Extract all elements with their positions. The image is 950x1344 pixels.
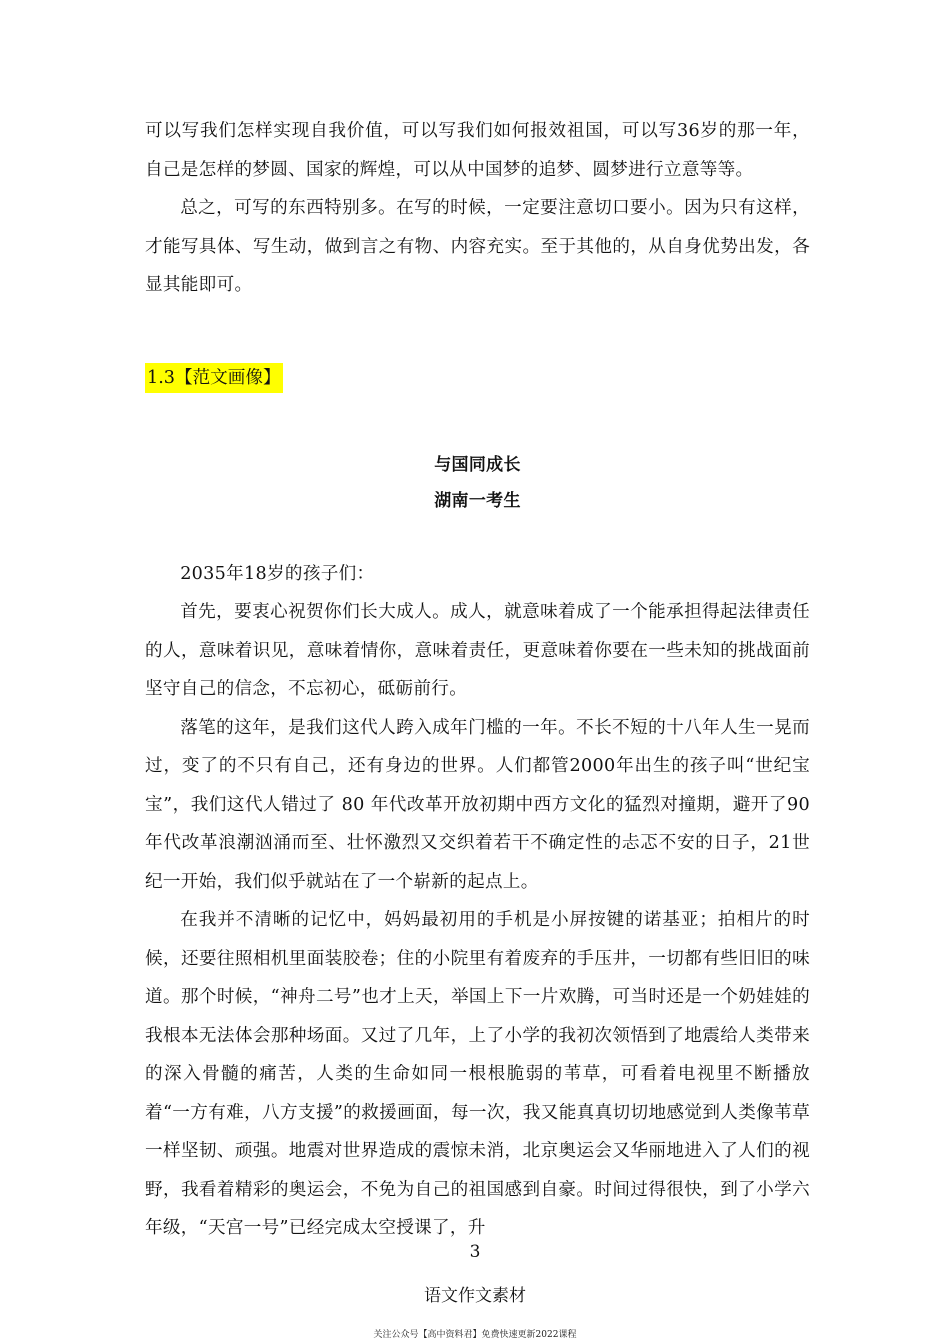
page-number: 3 xyxy=(469,1242,481,1262)
essay-paragraph-2: 落笔的这年，是我们这代人跨入成年门槛的一年。不长不短的十八年人生一晃而过，变了的不只有自己，还有身边的世界。人们都管2000年出生的孩子叫“世纪宝宝”，我们这代人错过了 80 年代改革开放初期中西方文化的猛烈对撞期，避开了90年代改革浪潮汹涌而至、壮怀激烈又交织着若干不确定性的忐忑不安的日子，21世纪一开始，我们似乎就站在了一个崭新的起点上。 xyxy=(145,717,810,892)
footer-note: 关注公众号【高中资料君】免费快速更新2022课程 xyxy=(373,1330,577,1340)
section-label: 1.3【范文画像】 xyxy=(145,363,283,393)
intro-paragraph-1: 可以写我们怎样实现自我价值，可以写我们如何报效祖国，可以写36岁的那一年，自己是怎样的梦圆、国家的辉煌，可以从中国梦的追梦、圆梦进行立意等等。 xyxy=(145,121,810,180)
essay-author: 湖南一考生 xyxy=(434,490,521,511)
intro-paragraph-2: 总之，可写的东西特别多。在写的时候，一定要注意切口要小。因为只有这样，才能写具体、写生动，做到言之有物、内容充实。至于其他的，从自身优势出发，各显其能即可。 xyxy=(145,198,810,295)
essay-title: 与国同成长 xyxy=(434,454,521,475)
essay-paragraph-3: 在我并不清晰的记忆中，妈妈最初用的手机是小屏按键的诺基亚；拍相片的时候，还要往照相机里面装胶卷；住的小院里有着废弃的手压井，一切都有些旧旧的味道。那个时候，“神舟二号”也才上天，举国上下一片欢腾，可当时还是一个奶娃娃的我根本无法体会那种场面。又过了几年，上了小学的我初次领悟到了地震给人类带来的深入骨髓的痛苦，人类的生命如同一根根脆弱的苇草，可看着电视里不断播放着“一方有难，八方支援”的救援画面，每一次，我又能真真切切地感觉到人类像苇草一样坚韧、顽强。地震对世界造成的震惊未消，北京奥运会又华丽地进入了人们的视野，我看着精彩的奥运会，不免为自己的祖国感到自豪。时间过得很快，到了小学六年级，“天宫一号”已经完成太空授课了，升 xyxy=(145,910,810,1238)
essay-paragraph-1: 首先，要衷心祝贺你们长大成人。成人，就意味着成了一个能承担得起法律责任的人，意味着识见，意味着情你，意味着责任，更意味着你要在一些未知的挑战面前坚守自己的信念，不忘初心，砥砺前行。 xyxy=(145,602,810,699)
essay-salutation: 2035年18岁的孩子们： xyxy=(180,563,375,584)
page-content xyxy=(145,112,810,1248)
footer-text: 语文作文素材 xyxy=(424,1286,526,1306)
